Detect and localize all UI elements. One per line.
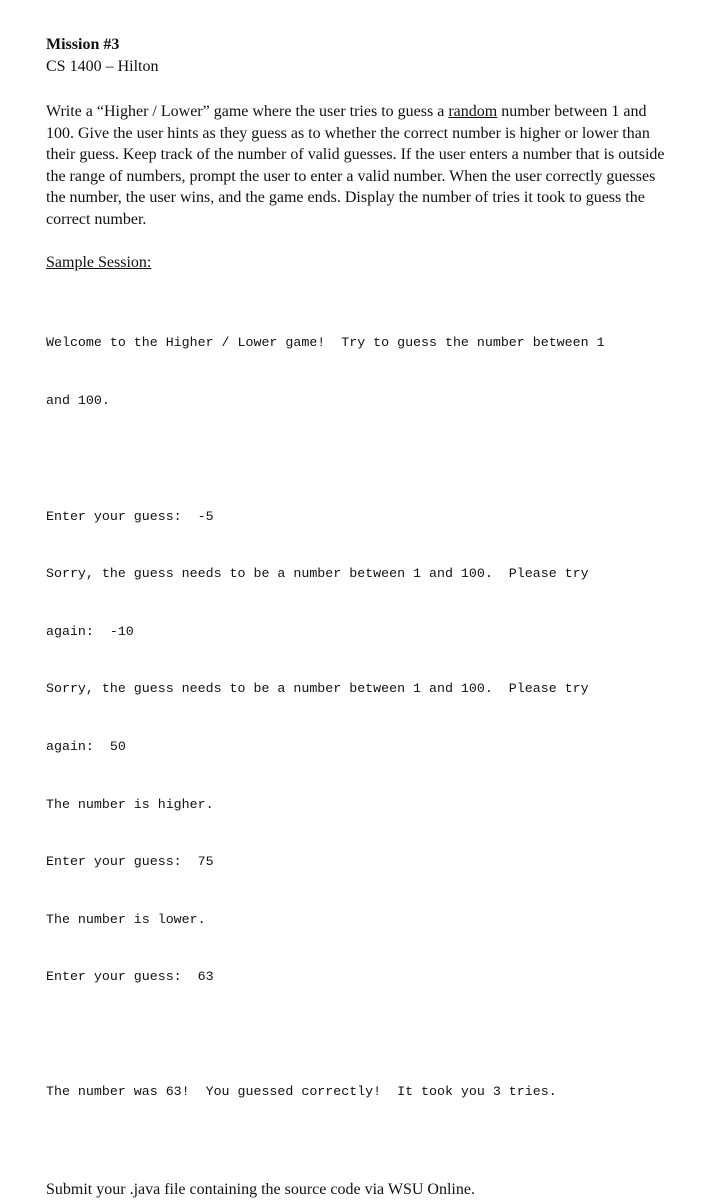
description-part-1: Write a “Higher / Lower” game where the user tries to guess a: [46, 103, 449, 120]
console-line: Welcome to the Higher / Lower game! Try to guess the number between 1: [46, 334, 605, 350]
console-line: again: 50: [46, 738, 126, 754]
console-line: The number is lower.: [46, 911, 206, 927]
console-line: again: -10: [46, 623, 134, 639]
welcome-block: [46, 295, 676, 449]
session-block: [46, 468, 676, 1025]
console-line: and 100.: [46, 392, 110, 408]
random-word: random: [448, 103, 498, 120]
console-line-result: The number was 63! You guessed correctly! It took you 3 tries.: [46, 1084, 557, 1100]
sample-session-heading: Sample Session:: [46, 254, 152, 271]
page-title: Mission #3: [46, 36, 120, 53]
assignment-page: [46, 34, 676, 1201]
console-line: The number is higher.: [46, 796, 214, 812]
result-block: [46, 1044, 676, 1140]
console-line: Enter your guess: 75: [46, 854, 214, 870]
console-line: Sorry, the guess needs to be a number between 1 and 100. Please try: [46, 681, 589, 697]
assignment-description: [46, 101, 676, 230]
console-line: Enter your guess: 63: [46, 969, 214, 985]
console-line: Sorry, the guess needs to be a number between 1 and 100. Please try: [46, 566, 589, 582]
console-line: Enter your guess: -5: [46, 508, 214, 524]
submit-instructions: Submit your .java file containing the source code via WSU Online.: [46, 1181, 475, 1199]
description-part-2: number between 1 and 100. Give the user hints as they guess as to whether the correct number is higher or lower than their guess. Keep track of the number of valid guesses. If the user enters a number that is outside the range of numbers, prompt the user to enter a valid number. When the user correctly guesses the number, the user wins, and the game ends. Display the number of tries it took to guess the correct number.: [46, 103, 665, 228]
course-line: CS 1400 – Hilton: [46, 57, 159, 75]
